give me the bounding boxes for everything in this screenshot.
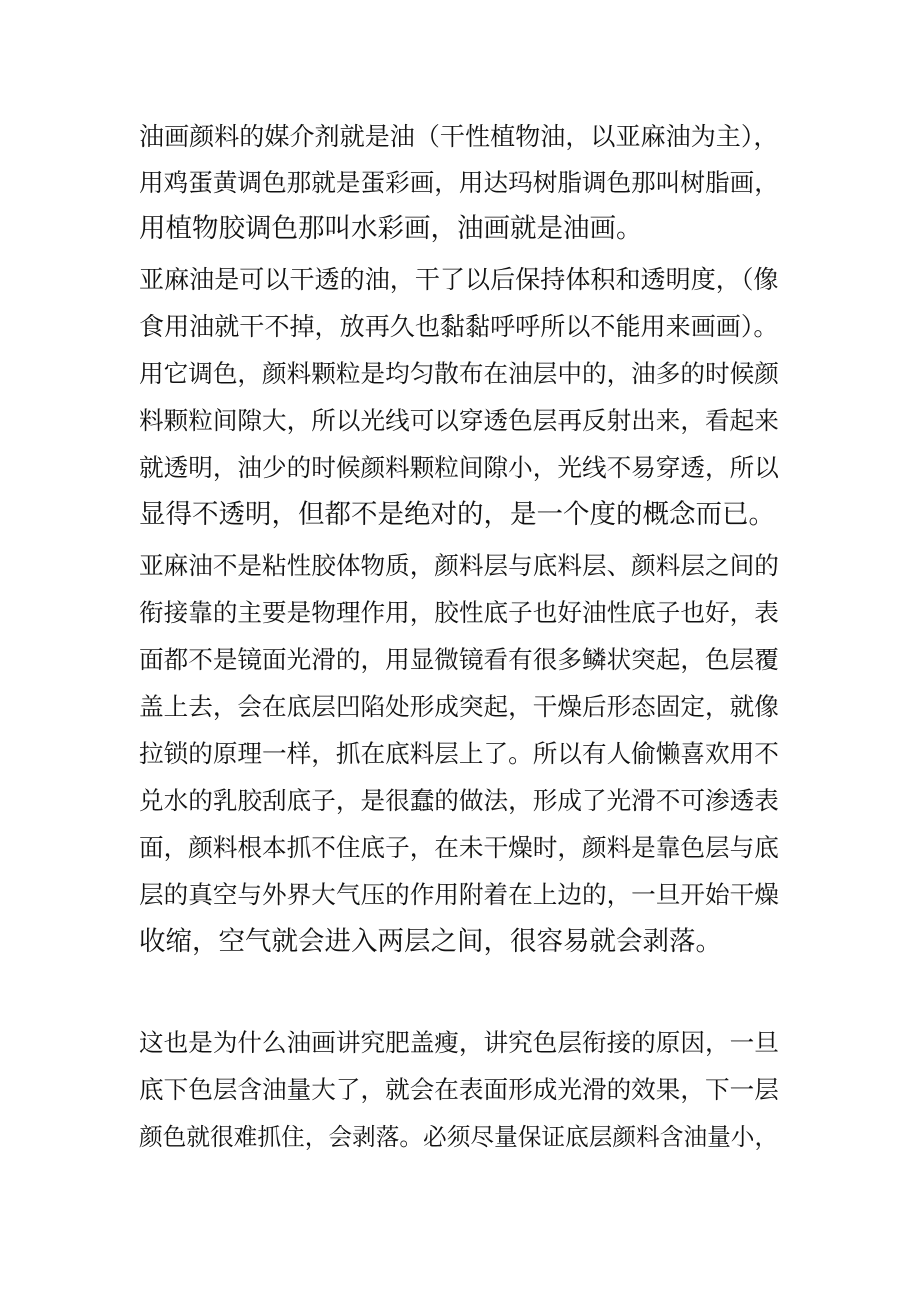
text-line: 亚麻油是可以干透的油，干了以后保持体积和透明度，（像	[139, 265, 779, 294]
text-line: 显得不透明，但都不是绝对的，是一个度的概念而已。	[139, 499, 775, 530]
text-line: 料颗粒间隙大，所以光线可以穿透色层再反射出来，看起来	[139, 406, 779, 435]
text-line: 盖上去，会在底层凹陷处形成突起，干燥后形态固定，就像	[139, 692, 779, 721]
text-line: 拉锁的原理一样，抓在底料层上了。所以有人偷懒喜欢用不	[139, 739, 779, 768]
text-line: 就透明，油少的时候颜料颗粒间隙小，光线不易穿透，所以	[139, 453, 779, 482]
text-line: 底下色层含油量大了，就会在表面形成光滑的效果，下一层	[139, 1075, 779, 1104]
text-line: 用植物胶调色那叫水彩画，油画就是油画。	[139, 213, 643, 244]
text-line: 这也是为什么油画讲究肥盖瘦，讲究色层衔接的原因，一旦	[139, 1028, 779, 1057]
text-line: 衔接靠的主要是物理作用，胶性底子也好油性底子也好，表	[139, 598, 779, 627]
text-line: 用它调色，颜料颗粒是均匀散布在油层中的，油多的时候颜	[139, 359, 779, 388]
text-line: 亚麻油不是粘性胶体物质，颜料层与底料层、颜料层之间的	[139, 551, 779, 580]
text-line: 层的真空与外界大气压的作用附着在上边的，一旦开始干燥	[139, 880, 779, 909]
text-line: 面，颜料根本抓不住底子，在未干燥时，颜料是靠色层与底	[139, 833, 779, 862]
text-line: 收缩，空气就会进入两层之间，很容易就会剥落。	[139, 926, 722, 957]
text-line: 用鸡蛋黄调色那就是蛋彩画，用达玛树脂调色那叫树脂画，	[139, 168, 779, 197]
text-line: 油画颜料的媒介剂就是油（干性植物油，以亚麻油为主），	[139, 122, 779, 151]
text-line: 食用油就干不掉，放再久也黏黏呼呼所以不能用来画画）。	[139, 312, 779, 341]
text-line: 颜色就很难抓住，会剥落。必须尽量保证底层颜料含油量小，	[139, 1123, 779, 1151]
text-line: 面都不是镜面光滑的，用显微镜看有很多鳞状突起，色层覆	[139, 645, 779, 674]
text-line: 兑水的乳胶刮底子，是很蠢的做法，形成了光滑不可渗透表	[139, 786, 779, 815]
